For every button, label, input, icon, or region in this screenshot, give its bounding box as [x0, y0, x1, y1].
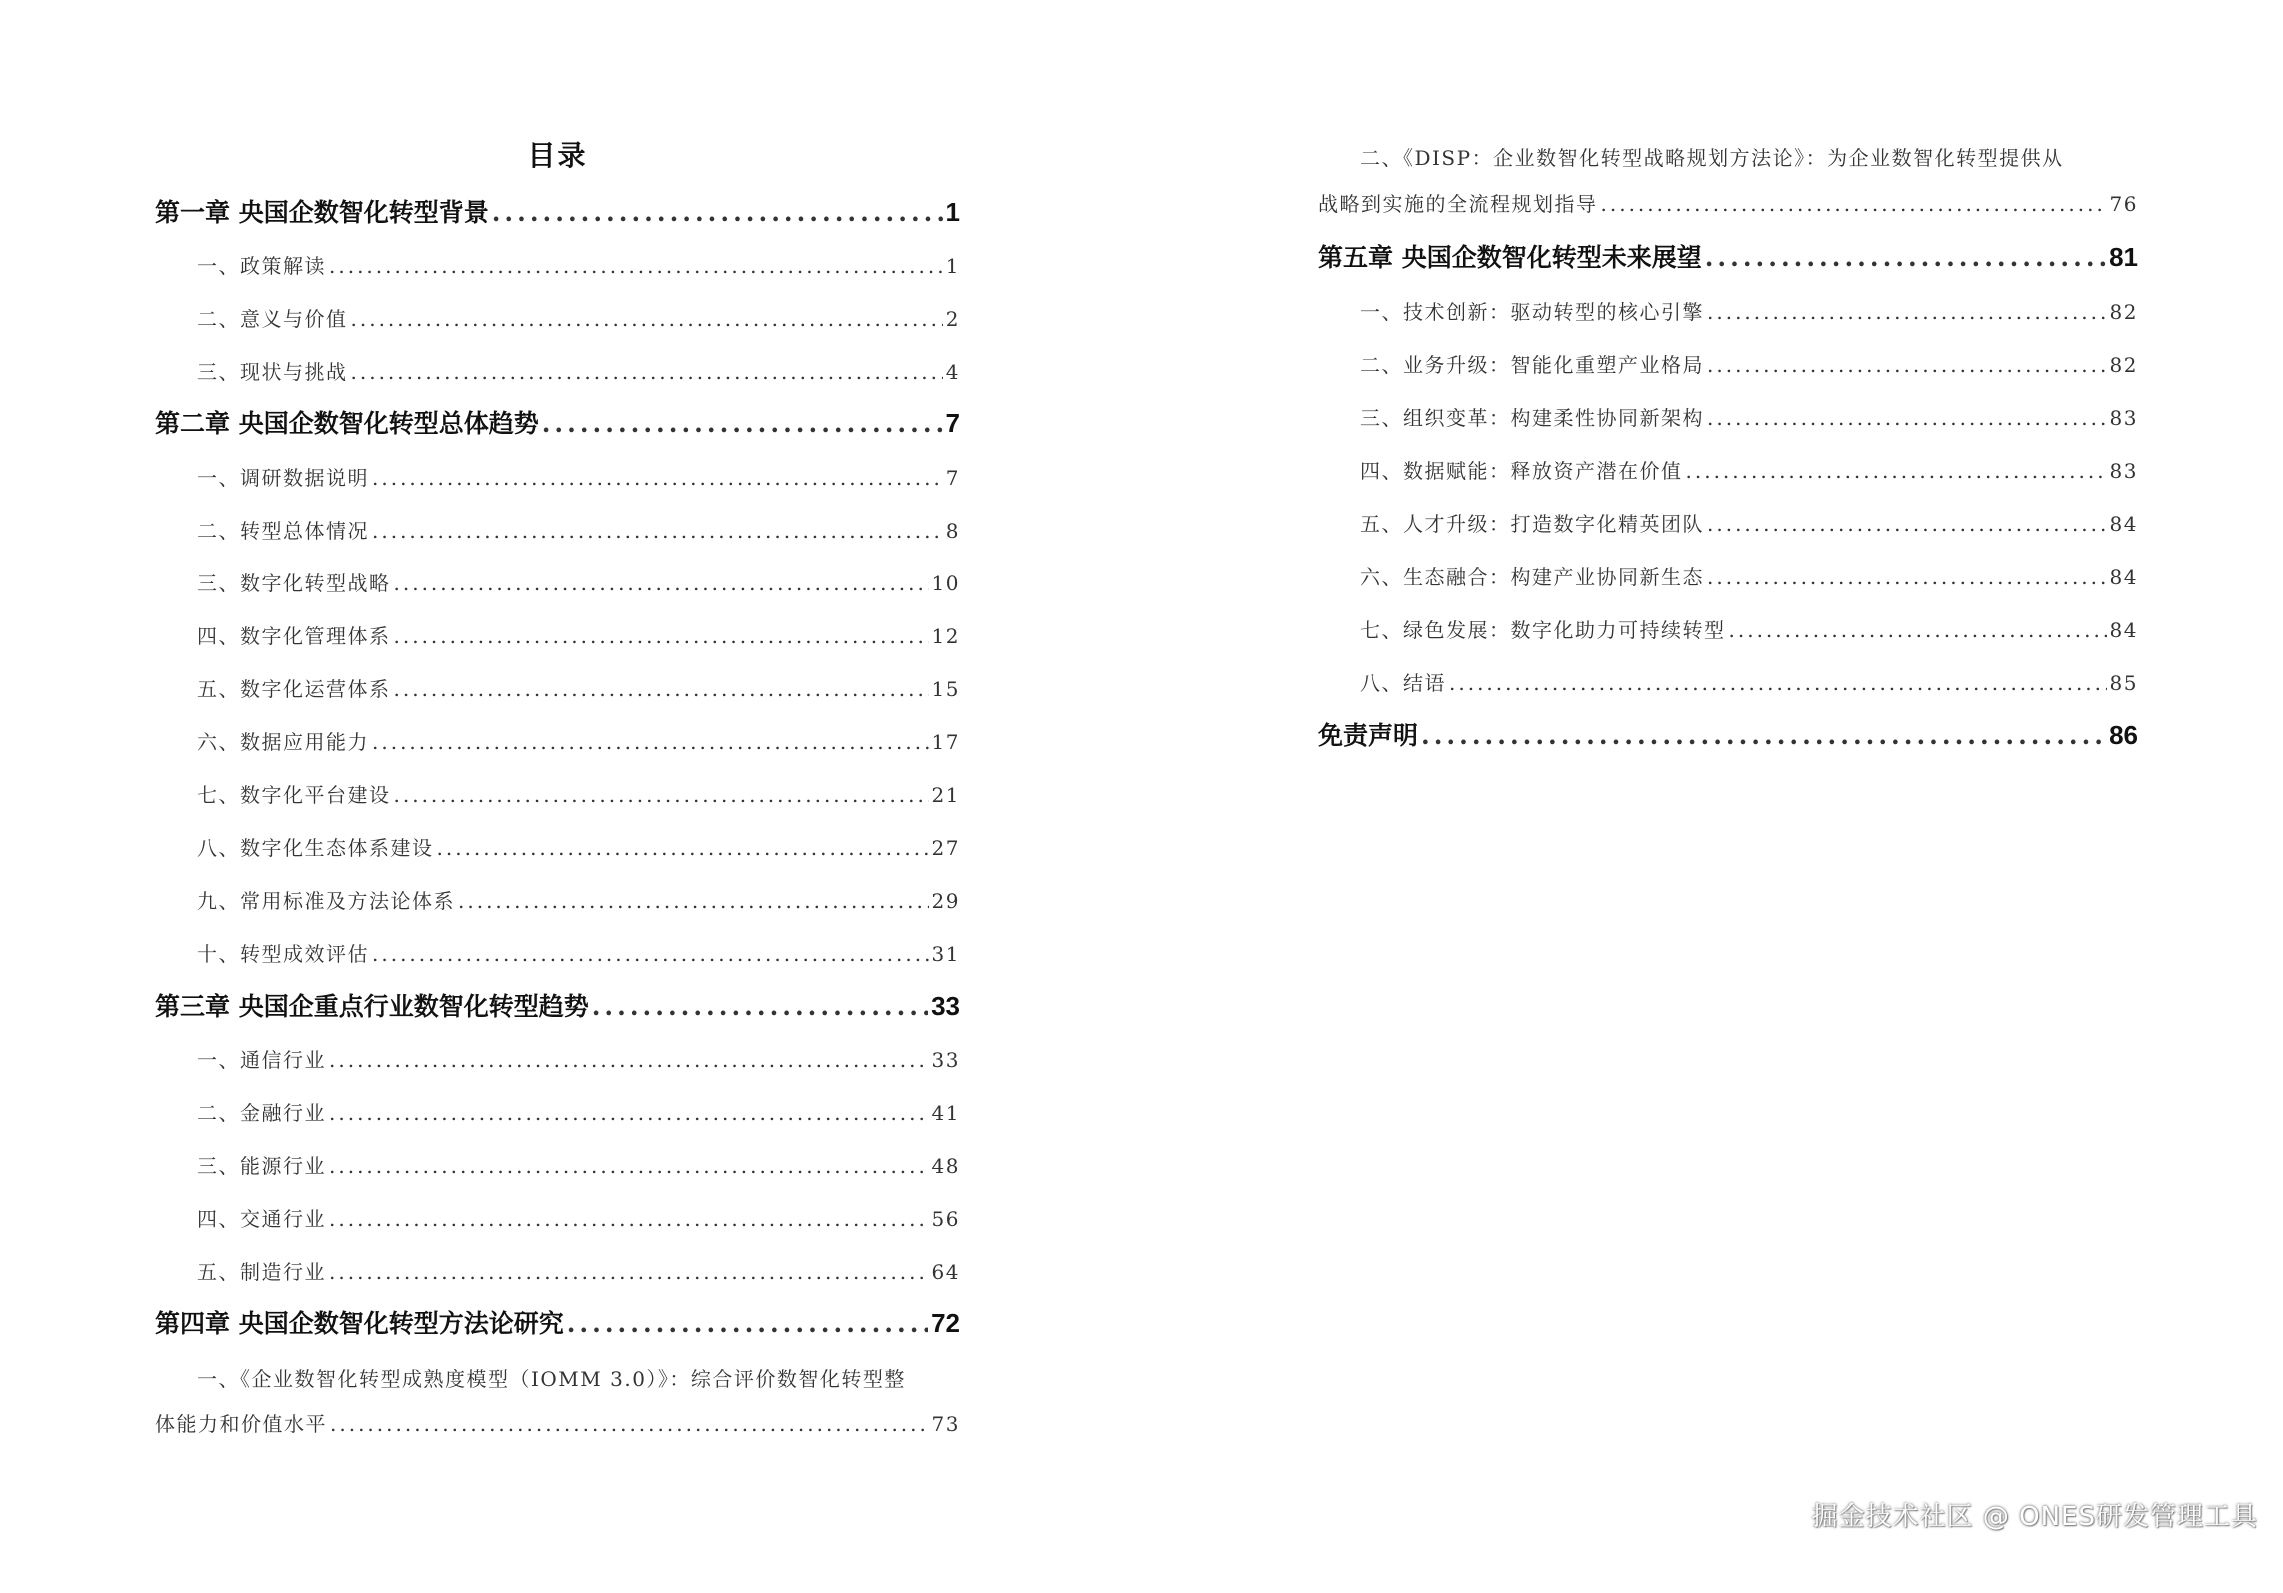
- dot-leader: [351, 307, 943, 331]
- dot-leader: [372, 942, 929, 966]
- dot-leader: [372, 466, 943, 490]
- toc-page-number: 21: [931, 783, 960, 807]
- toc-entry-label: 六、生态融合：构建产业协同新生态: [1360, 565, 1704, 589]
- toc-page-number: 15: [931, 677, 960, 701]
- toc-section-3-3[interactable]: [155, 1150, 960, 1179]
- toc-page-number: 84: [2109, 565, 2138, 589]
- toc-chapter-2[interactable]: [155, 404, 960, 440]
- toc-section-5-5[interactable]: [1318, 508, 2138, 537]
- toc-entry-label: 一、技术创新：驱动转型的核心引擎: [1360, 300, 1704, 324]
- toc-entry-label: 四、数据赋能：释放资产潜在价值: [1360, 459, 1683, 483]
- toc-entry-label: 七、数字化平台建设: [197, 783, 391, 807]
- dot-leader: [1707, 353, 2107, 377]
- toc-page-number: 1: [945, 254, 960, 278]
- toc-entry-label: 十、转型成效评估: [197, 942, 369, 966]
- toc-section-5-8[interactable]: [1318, 667, 2138, 696]
- toc-section-2-3[interactable]: [155, 567, 960, 596]
- toc-section-2-4[interactable]: [155, 620, 960, 649]
- toc-entry-label: 四、数字化管理体系: [197, 624, 391, 648]
- dot-leader: [329, 1048, 929, 1072]
- toc-page-number: 56: [931, 1207, 960, 1231]
- toc-section-3-1[interactable]: [155, 1044, 960, 1073]
- dot-leader: [1421, 721, 2106, 750]
- toc-section-1-3[interactable]: [155, 356, 960, 385]
- toc-section-2-5[interactable]: [155, 673, 960, 702]
- dot-leader: [1705, 243, 2106, 272]
- toc-section-3-2[interactable]: [155, 1097, 960, 1126]
- toc-entry-label: 三、能源行业: [197, 1154, 326, 1178]
- toc-page-number: 83: [2109, 406, 2138, 430]
- toc-section-4-1-line2[interactable]: [155, 1408, 960, 1437]
- watermark: 掘金技术社区 @ ONES研发管理工具: [1811, 1502, 2258, 1532]
- toc-entry-label: 二、转型总体情况: [197, 519, 369, 543]
- dot-leader: [458, 889, 929, 913]
- toc-page-number: 12: [931, 624, 960, 648]
- toc-chapter-4[interactable]: [155, 1304, 960, 1340]
- toc-page-number: 1: [945, 197, 960, 227]
- dot-leader: [1601, 192, 2107, 216]
- dot-leader: [1707, 406, 2107, 430]
- toc-entry-label: 免责声明: [1318, 721, 1419, 750]
- toc-page-number: 33: [931, 1048, 960, 1072]
- toc-entry-label: 八、结语: [1360, 671, 1446, 695]
- toc-entry-label: 三、数字化转型战略: [197, 571, 391, 595]
- toc-entry-label: 一、政策解读: [197, 254, 326, 278]
- toc-chapter-5[interactable]: [1318, 238, 2138, 274]
- toc-chapter-3[interactable]: [155, 987, 960, 1023]
- toc-page-number: 86: [2109, 720, 2138, 750]
- toc-entry-label: 九、常用标准及方法论体系: [197, 889, 455, 913]
- toc-entry-label: 七、绿色发展：数字化助力可持续转型: [1360, 618, 1726, 642]
- dot-leader: [437, 836, 929, 860]
- dot-leader: [1686, 459, 2107, 483]
- dot-leader: [394, 677, 929, 701]
- toc-chapter-1[interactable]: [155, 193, 960, 229]
- toc-section-2-10[interactable]: [155, 938, 960, 967]
- toc-page-number: 48: [931, 1154, 960, 1178]
- toc-section-2-9[interactable]: [155, 885, 960, 914]
- toc-entry-label: 三、组织变革：构建柔性协同新架构: [1360, 406, 1704, 430]
- toc-section-5-7[interactable]: [1318, 614, 2138, 643]
- toc-page-number: 84: [2109, 512, 2138, 536]
- toc-entry-label: 一、《企业数智化转型成熟度模型（IOMM 3.0）》：综合评价数智化转型整: [197, 1367, 906, 1391]
- dot-leader: [329, 254, 943, 278]
- toc-page-number: 27: [931, 836, 960, 860]
- toc-page-number: 76: [2109, 192, 2138, 216]
- toc-page-number: 85: [2109, 671, 2138, 695]
- toc-section-5-6[interactable]: [1318, 561, 2138, 590]
- toc-page-number: 82: [2109, 353, 2138, 377]
- toc-section-4-2-line1[interactable]: [1318, 142, 2138, 171]
- toc-section-5-2[interactable]: [1318, 349, 2138, 378]
- toc-entry-label: 三、现状与挑战: [197, 360, 348, 384]
- toc-entry-label: 四、交通行业: [197, 1207, 326, 1231]
- toc-entry-label: 五、制造行业: [197, 1260, 326, 1284]
- toc-entry-label: 六、数据应用能力: [197, 730, 369, 754]
- toc-section-2-8[interactable]: [155, 832, 960, 861]
- toc-entry-label: 第二章 央国企数智化转型总体趋势: [155, 409, 539, 438]
- dot-leader: [1729, 618, 2107, 642]
- toc-page-number: 82: [2109, 300, 2138, 324]
- toc-section-4-1-line1[interactable]: [155, 1363, 960, 1392]
- toc-entry-label: 体能力和价值水平: [155, 1412, 327, 1436]
- toc-page-number: 31: [931, 942, 960, 966]
- toc-page-number: 81: [2109, 242, 2138, 272]
- toc-page-number: 64: [931, 1260, 960, 1284]
- toc-page-number: 2: [945, 307, 960, 331]
- toc-section-2-2[interactable]: [155, 515, 960, 544]
- dot-leader: [329, 1260, 929, 1284]
- toc-entry-label: 二、金融行业: [197, 1101, 326, 1125]
- dot-leader: [592, 992, 928, 1021]
- toc-entry-label: 第三章 央国企重点行业数智化转型趋势: [155, 992, 589, 1021]
- toc-section-2-7[interactable]: [155, 779, 960, 808]
- toc-section-2-1[interactable]: [155, 462, 960, 491]
- toc-entry-label: 二、意义与价值: [197, 307, 348, 331]
- toc-page-number: 73: [931, 1412, 960, 1436]
- dot-leader: [330, 1412, 929, 1436]
- toc-section-2-6[interactable]: [155, 726, 960, 755]
- toc-page-number: 83: [2109, 459, 2138, 483]
- dot-leader: [567, 1309, 928, 1338]
- dot-leader: [372, 519, 943, 543]
- dot-leader: [1707, 512, 2107, 536]
- dot-leader: [1707, 300, 2107, 324]
- toc-page-number: 7: [945, 408, 960, 438]
- toc-page-number: 29: [931, 889, 960, 913]
- dot-leader: [394, 783, 929, 807]
- dot-leader: [329, 1154, 929, 1178]
- toc-section-5-3[interactable]: [1318, 402, 2138, 431]
- toc-section-5-4[interactable]: [1318, 455, 2138, 484]
- dot-leader: [394, 571, 929, 595]
- toc-page-number: 33: [931, 991, 960, 1021]
- toc-section-5-1[interactable]: [1318, 296, 2138, 325]
- dot-leader: [351, 360, 943, 384]
- dot-leader: [329, 1207, 929, 1231]
- dot-leader: [1707, 565, 2107, 589]
- toc-entry-label: 一、通信行业: [197, 1048, 326, 1072]
- toc-section-4-2-line2[interactable]: [1318, 188, 2138, 217]
- toc-entry-label: 八、数字化生态体系建设: [197, 836, 434, 860]
- toc-page-number: 7: [945, 466, 960, 490]
- toc-page-number: 84: [2109, 618, 2138, 642]
- toc-page-number: 72: [931, 1308, 960, 1338]
- toc-entry-label: 五、数字化运营体系: [197, 677, 391, 701]
- dot-leader: [492, 198, 943, 227]
- toc-page-number: 17: [931, 730, 960, 754]
- toc-entry-label: 二、《DISP：企业数智化转型战略规划方法论》：为企业数智化转型提供从: [1360, 146, 2064, 170]
- toc-disclaimer[interactable]: [1318, 716, 2138, 752]
- toc-section-3-4[interactable]: [155, 1203, 960, 1232]
- toc-entry-label: 一、调研数据说明: [197, 466, 369, 490]
- dot-leader: [1449, 671, 2107, 695]
- toc-entry-label: 战略到实施的全流程规划指导: [1318, 192, 1598, 216]
- dot-leader: [372, 730, 929, 754]
- toc-entry-label: 第五章 央国企数智化转型未来展望: [1318, 243, 1702, 272]
- dot-leader: [329, 1101, 929, 1125]
- toc-entry-label: 五、人才升级：打造数字化精英团队: [1360, 512, 1704, 536]
- toc-title: 目录: [527, 139, 588, 172]
- toc-entry-label: 二、业务升级：智能化重塑产业格局: [1360, 353, 1704, 377]
- toc-page-number: 10: [931, 571, 960, 595]
- toc-section-1-1[interactable]: [155, 250, 960, 279]
- toc-entry-label: 第一章 央国企数智化转型背景: [155, 198, 489, 227]
- toc-page-number: 4: [945, 360, 960, 384]
- toc-entry-label: 第四章 央国企数智化转型方法论研究: [155, 1309, 564, 1338]
- toc-page-number: 41: [931, 1101, 960, 1125]
- toc-section-3-5[interactable]: [155, 1256, 960, 1285]
- dot-leader: [542, 409, 943, 438]
- toc-section-1-2[interactable]: [155, 303, 960, 332]
- toc-page-number: 8: [945, 519, 960, 543]
- dot-leader: [394, 624, 929, 648]
